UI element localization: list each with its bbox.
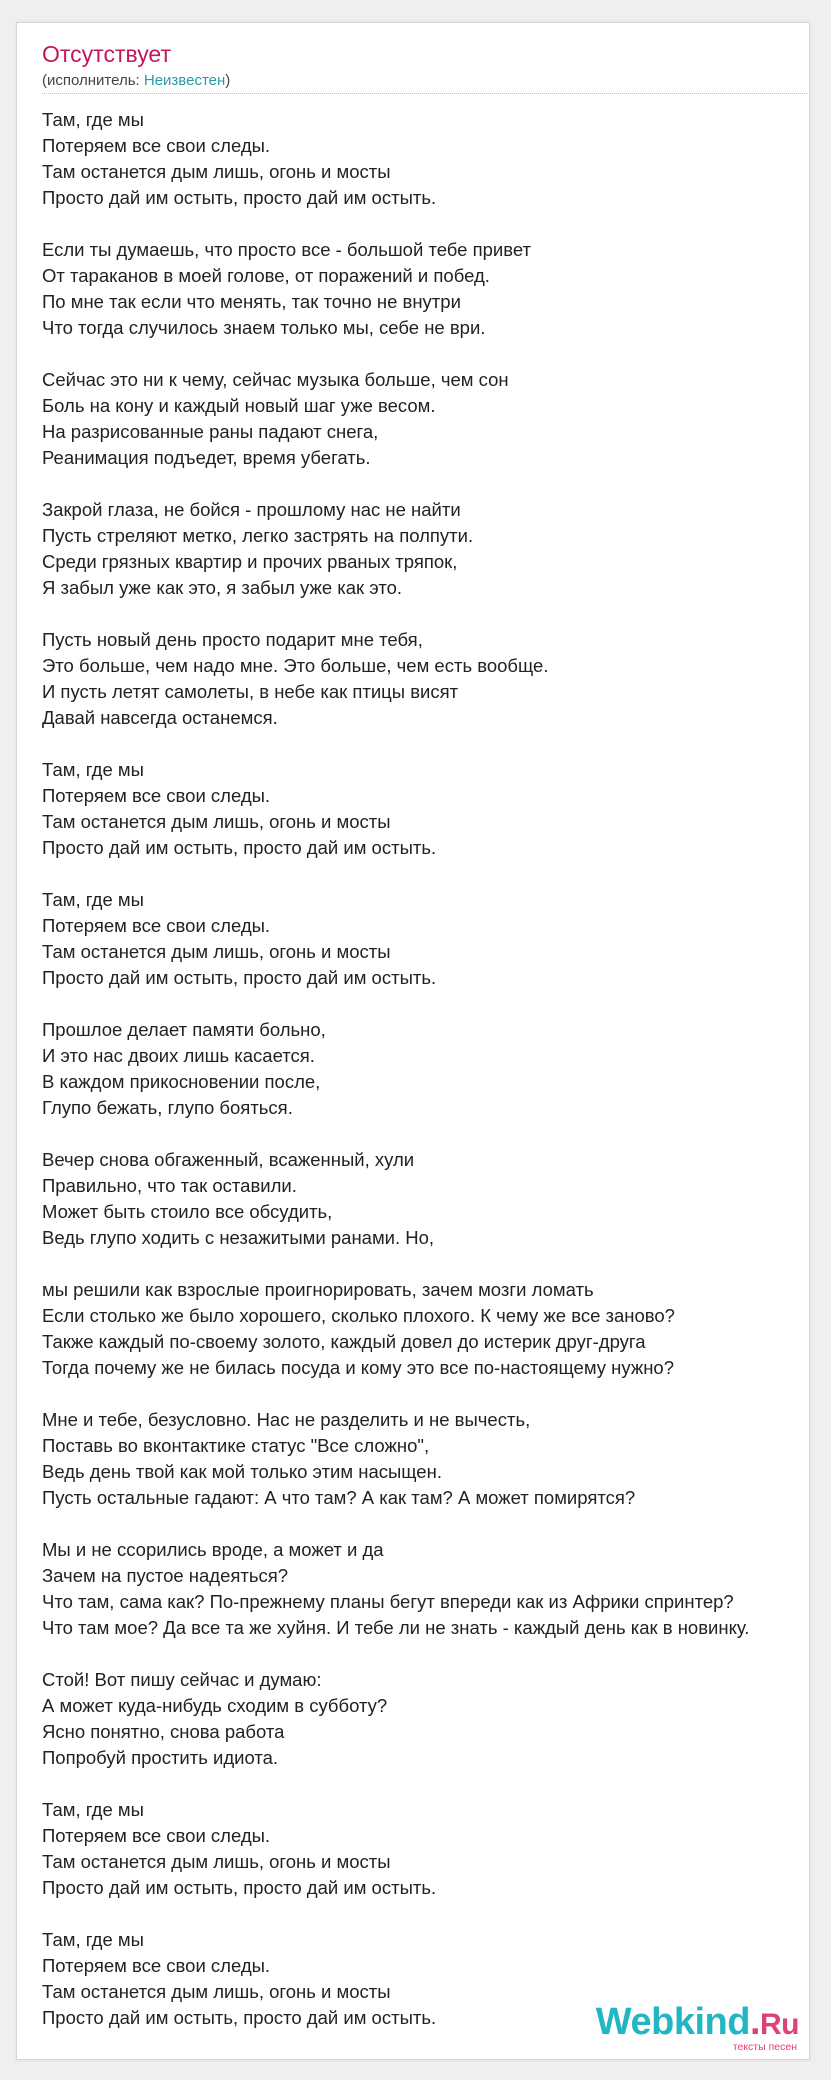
- lyrics-stanza: [42, 757, 814, 861]
- lyric-line: Это больше, чем надо мне. Это больше, чем есть вообще.: [42, 655, 549, 676]
- lyrics-stanza: [42, 1407, 814, 1511]
- lyric-line: Тогда почему же не билась посуда и кому это все по-настоящему нужно?: [42, 1357, 674, 1378]
- logo-web: Webkind: [595, 2001, 750, 2043]
- lyric-line: Боль на кону и каждый новый шаг уже весом.: [42, 395, 436, 416]
- lyric-line: Что тогда случилось знаем только мы, себе не ври.: [42, 317, 486, 338]
- lyric-line: Глупо бежать, глупо бояться.: [42, 1097, 293, 1118]
- lyric-line: И пусть летят самолеты, в небе как птицы висят: [42, 681, 459, 702]
- lyric-line: Пусть остальные гадают: А что там? А как там? А может помирятся?: [42, 1487, 636, 1508]
- logo-dot: .: [749, 2001, 760, 2043]
- lyric-line: Там останется дым лишь, огонь и мосты: [42, 941, 391, 962]
- lyric-line: мы решили как взрослые проигнорировать, зачем мозги ломать: [42, 1279, 594, 1300]
- lyric-line: Попробуй простить идиота.: [42, 1747, 279, 1768]
- lyrics-stanza: [42, 107, 814, 211]
- logo-ru: Ru: [760, 2008, 799, 2041]
- artist-line: [42, 72, 230, 89]
- lyric-line: Закрой глаза, не бойся - прошлому нас не найти: [42, 499, 461, 520]
- lyric-line: Потеряем все свои следы.: [42, 915, 271, 936]
- lyric-line: Там, где мы: [42, 1799, 144, 1820]
- lyric-line: Там останется дым лишь, огонь и мосты: [42, 161, 391, 182]
- lyrics-stanza: [42, 1277, 814, 1381]
- lyric-line: Просто дай им остыть, просто дай им остыть.: [42, 187, 437, 208]
- lyric-line: Ведь глупо ходить с незажитыми ранами. Но,: [42, 1227, 435, 1248]
- lyrics-stanza: [42, 1667, 814, 1771]
- lyrics-stanza: [42, 1797, 814, 1901]
- lyric-line: Там останется дым лишь, огонь и мосты: [42, 1851, 391, 1872]
- lyric-line: Прошлое делает памяти больно,: [42, 1019, 326, 1040]
- lyrics-card: [16, 22, 810, 2060]
- song-title: Отсутствует: [42, 41, 171, 67]
- lyric-line: Я забыл уже как это, я забыл уже как это.: [42, 577, 403, 598]
- lyric-line: И это нас двоих лишь касается.: [42, 1045, 315, 1066]
- lyric-line: Поставь во вконтактике статус "Все сложно",: [42, 1435, 430, 1456]
- lyric-line: Потеряем все свои следы.: [42, 135, 271, 156]
- title-divider: [42, 93, 807, 94]
- lyric-line: Там, где мы: [42, 1929, 144, 1950]
- logo-tagline: тексты песен: [732, 2041, 797, 2053]
- lyric-line: Ясно понятно, снова работа: [42, 1721, 285, 1742]
- lyric-line: Реанимация подъедет, время убегать.: [42, 447, 371, 468]
- lyrics-body: [42, 107, 814, 2057]
- lyric-line: Если ты думаешь, что просто все - большой тебе привет: [42, 239, 532, 260]
- lyric-line: Ведь день твой как мой только этим насыщен.: [42, 1461, 442, 1482]
- lyric-line: Сейчас это ни к чему, сейчас музыка больше, чем сон: [42, 369, 509, 390]
- lyric-line: Просто дай им остыть, просто дай им остыть.: [42, 837, 437, 858]
- lyrics-stanza: [42, 237, 814, 341]
- lyric-line: Там останется дым лишь, огонь и мосты: [42, 1981, 391, 2002]
- logo-wordmark: [596, 2002, 799, 2045]
- lyric-line: Просто дай им остыть, просто дай им остыть.: [42, 967, 437, 988]
- lyric-line: Что там, сама как? По-прежнему планы бегут впереди как из Африки спринтер?: [42, 1591, 734, 1612]
- lyric-line: Также каждый по-своему золото, каждый довел до истерик друг-друга: [42, 1331, 646, 1352]
- lyric-line: Потеряем все свои следы.: [42, 1825, 271, 1846]
- lyric-line: Там, где мы: [42, 889, 144, 910]
- lyric-line: На разрисованные раны падают снега,: [42, 421, 379, 442]
- lyric-line: Что там мое? Да все та же хуйня. И тебе ли не знать - каждый день как в новинку.: [42, 1617, 750, 1638]
- lyric-line: Среди грязных квартир и прочих рваных тряпок,: [42, 551, 458, 572]
- site-logo[interactable]: [596, 2002, 799, 2053]
- lyric-line: Правильно, что так оставили.: [42, 1175, 297, 1196]
- artist-suffix: ): [225, 72, 231, 89]
- lyric-line: Там останется дым лишь, огонь и мосты: [42, 811, 391, 832]
- lyric-line: Мы и не ссорились вроде, а может и да: [42, 1539, 384, 1560]
- lyric-line: Стой! Вот пишу сейчас и думаю:: [42, 1669, 322, 1690]
- lyric-line: Потеряем все свои следы.: [42, 785, 271, 806]
- lyrics-stanza: [42, 1537, 814, 1641]
- lyric-line: Просто дай им остыть, просто дай им остыть.: [42, 2007, 437, 2028]
- lyric-line: А может куда-нибудь сходим в субботу?: [42, 1695, 388, 1716]
- lyric-line: Просто дай им остыть, просто дай им остыть.: [42, 1877, 437, 1898]
- lyric-line: Там, где мы: [42, 109, 144, 130]
- lyrics-stanza: [42, 1017, 814, 1121]
- lyrics-stanza: [42, 887, 814, 991]
- lyrics-stanza: [42, 367, 814, 471]
- lyric-line: Пусть новый день просто подарит мне тебя,: [42, 629, 423, 650]
- lyric-line: Мне и тебе, безусловно. Нас не разделить и не вычесть,: [42, 1409, 531, 1430]
- lyric-line: По мне так если что менять, так точно не внутри: [42, 291, 461, 312]
- lyric-line: Там, где мы: [42, 759, 144, 780]
- lyrics-stanza: [42, 627, 814, 731]
- lyric-line: Давай навсегда останемся.: [42, 707, 278, 728]
- lyric-line: Зачем на пустое надеяться?: [42, 1565, 289, 1586]
- lyric-line: Потеряем все свои следы.: [42, 1955, 271, 1976]
- lyric-line: Вечер снова обгаженный, всаженный, хули: [42, 1149, 415, 1170]
- lyric-line: Может быть стоило все обсудить,: [42, 1201, 333, 1222]
- lyrics-stanza: [42, 497, 814, 601]
- artist-link[interactable]: Неизвестен: [143, 72, 226, 89]
- lyric-line: От тараканов в моей голове, от поражений и побед.: [42, 265, 490, 286]
- artist-prefix: (исполнитель:: [42, 72, 144, 89]
- lyric-line: Пусть стреляют метко, легко застрять на полпути.: [42, 525, 474, 546]
- lyrics-stanza: [42, 1147, 814, 1251]
- lyric-line: В каждом прикосновении после,: [42, 1071, 321, 1092]
- lyric-line: Если столько же было хорошего, сколько плохого. К чему же все заново?: [42, 1305, 675, 1326]
